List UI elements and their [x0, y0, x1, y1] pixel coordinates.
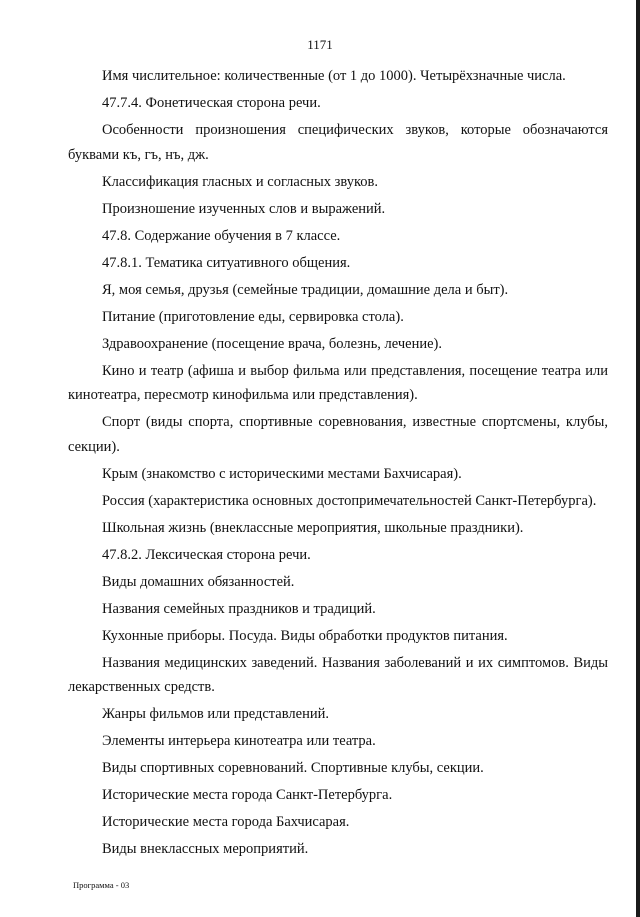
paragraph: Россия (характеристика основных достопримечательностей Санкт-Петербурга).	[102, 492, 597, 509]
paragraph: Исторические места города Санкт-Петербурга.	[102, 787, 393, 803]
paragraph: Произношение изученных слов и выражений.	[102, 200, 386, 217]
page-number: 1171	[307, 37, 333, 52]
paragraph: Имя числительное: количественные (от 1 до 1000). Четырёхзначные числа.	[102, 68, 566, 84]
footer-program-code: Программа - 03	[73, 880, 130, 890]
paragraph: Жанры фильмов или представлений.	[102, 706, 329, 722]
paragraph: 47.8.1. Тематика ситуативного общения.	[102, 254, 351, 271]
paragraph: Спорт (виды спорта, спортивные соревнования, известные спортсмены, клубы, секции).	[68, 414, 608, 455]
paragraph: Я, моя семья, друзья (семейные традиции, домашние дела и быт).	[102, 281, 509, 298]
paragraph: Кино и театр (афиша и выбор фильма или представления, посещение театра или кинотеатра, пересмотр кинофильма или представления).	[68, 362, 608, 403]
paragraph: 47.8.2. Лексическая сторона речи.	[102, 546, 311, 563]
paragraph: Элементы интерьера кинотеатра или театра.	[102, 733, 376, 749]
paragraph: Названия медицинских заведений. Названия заболеваний и их симптомов. Виды лекарственных средств.	[68, 654, 608, 695]
scan-edge-border	[636, 0, 640, 917]
paragraph: Здравоохранение (посещение врача, болезнь, лечение).	[102, 335, 443, 352]
paragraph: Школьная жизнь (внеклассные мероприятия, школьные праздники).	[102, 519, 524, 536]
paragraph: 47.8. Содержание обучения в 7 классе.	[102, 227, 341, 244]
paragraph: Исторические места города Бахчисарая.	[102, 814, 350, 830]
paragraph: Кухонные приборы. Посуда. Виды обработки продуктов питания.	[102, 627, 508, 644]
paragraph: Названия семейных праздников и традиций.	[102, 600, 376, 617]
paragraph: Виды спортивных соревнований. Спортивные клубы, секции.	[102, 760, 484, 776]
paragraph: Крым (знакомство с историческими местами Бахчисарая).	[102, 465, 462, 482]
paragraph: Виды внеклассных мероприятий.	[102, 841, 309, 857]
paragraph: Питание (приготовление еды, сервировка стола).	[102, 308, 404, 325]
paragraph: Особенности произношения специфических звуков, которые обозначаются буквами къ, гъ, нъ, дж.	[68, 122, 608, 163]
paragraph: Виды домашних обязанностей.	[102, 573, 295, 590]
paragraph: Классификация гласных и согласных звуков.	[102, 173, 379, 190]
paragraph: 47.7.4. Фонетическая сторона речи.	[102, 95, 321, 111]
document-body	[68, 64, 608, 862]
